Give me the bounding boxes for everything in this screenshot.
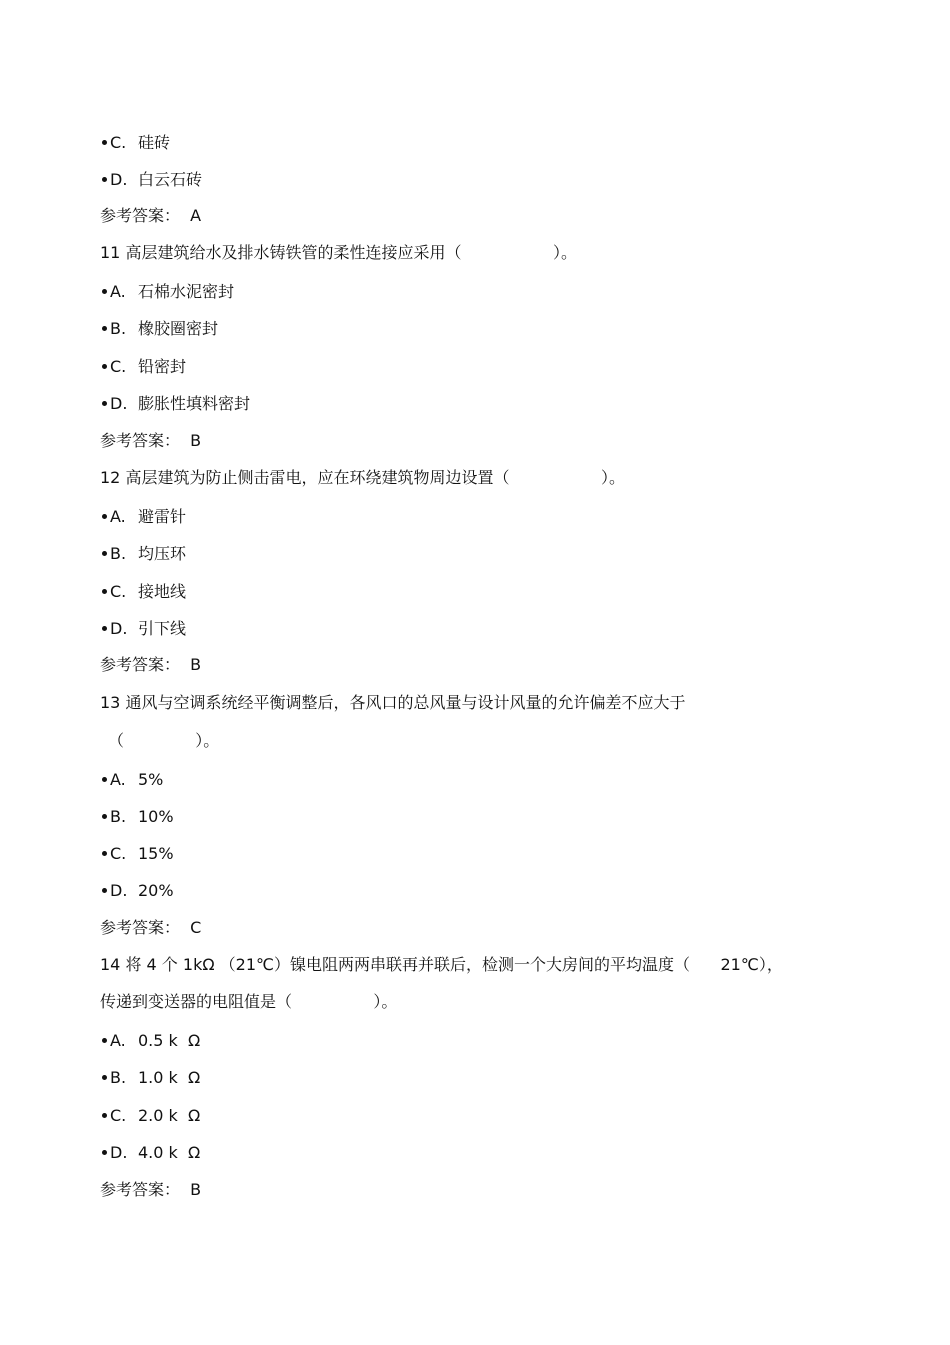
option-b: B. 橡胶圈密封 [102,318,218,340]
bullet-icon [102,177,107,182]
bullet-icon [102,140,107,145]
option-b: B. 均压环 [102,543,186,565]
option-c: C. 铅密封 [102,356,186,378]
bullet-icon [102,814,107,819]
bullet-icon [102,364,107,369]
option-a: A. 0.5 k Ω [102,1030,200,1052]
bullet-icon [102,1075,107,1080]
option-d: D. 白云石砖 [102,169,202,191]
option-b: B. 1.0 k Ω [102,1067,200,1089]
option-a: A. 5% [102,769,163,791]
option-b: B. 10% [102,806,174,828]
reference-answer: 参考答案： C [100,918,202,937]
option-c: C. 15% [102,843,174,865]
question-12: 12 高层建筑为防止侧击雷电，应在环绕建筑物周边设置（ ）。 [100,468,625,487]
reference-answer: 参考答案： B [100,431,202,450]
question-13: 13 通风与空调系统经平衡调整后，各风口的总风量与设计风量的允许偏差不应大于 [100,693,686,712]
bullet-icon [102,326,107,331]
option-a: A. 石棉水泥密封 [102,281,234,303]
option-d: D. 20% [102,880,174,902]
question-11: 11 高层建筑给水及排水铸铁管的柔性连接应采用（ ）。 [100,243,577,262]
option-c: C. 2.0 k Ω [102,1105,200,1127]
bullet-icon [102,626,107,631]
bullet-icon [102,551,107,556]
reference-answer: 参考答案： B [100,655,202,674]
bullet-icon [102,777,107,782]
bullet-icon [102,289,107,294]
question-14: 14 将 4 个 1kΩ （21℃）镍电阻两两串联再并联后，检测一个大房间的平均温度（ 21℃）， [100,955,783,974]
bullet-icon [102,589,107,594]
question-13-blank: （ ）。 [108,731,220,750]
question-14-line-2: 传递到变送器的电阻值是（ ）。 [100,992,398,1011]
option-a: A. 避雷针 [102,506,186,528]
option-d: D. 引下线 [102,618,186,640]
bullet-icon [102,1113,107,1118]
option-c: C. 硅砖 [102,132,170,154]
option-d: D. 膨胀性填料密封 [102,393,250,415]
reference-answer: 参考答案： B [100,1180,202,1199]
option-d: D. 4.0 k Ω [102,1142,200,1164]
bullet-icon [102,1038,107,1043]
bullet-icon [102,888,107,893]
reference-answer: 参考答案： A [100,206,202,225]
bullet-icon [102,1150,107,1155]
option-c: C. 接地线 [102,581,186,603]
bullet-icon [102,514,107,519]
bullet-icon [102,401,107,406]
bullet-icon [102,851,107,856]
